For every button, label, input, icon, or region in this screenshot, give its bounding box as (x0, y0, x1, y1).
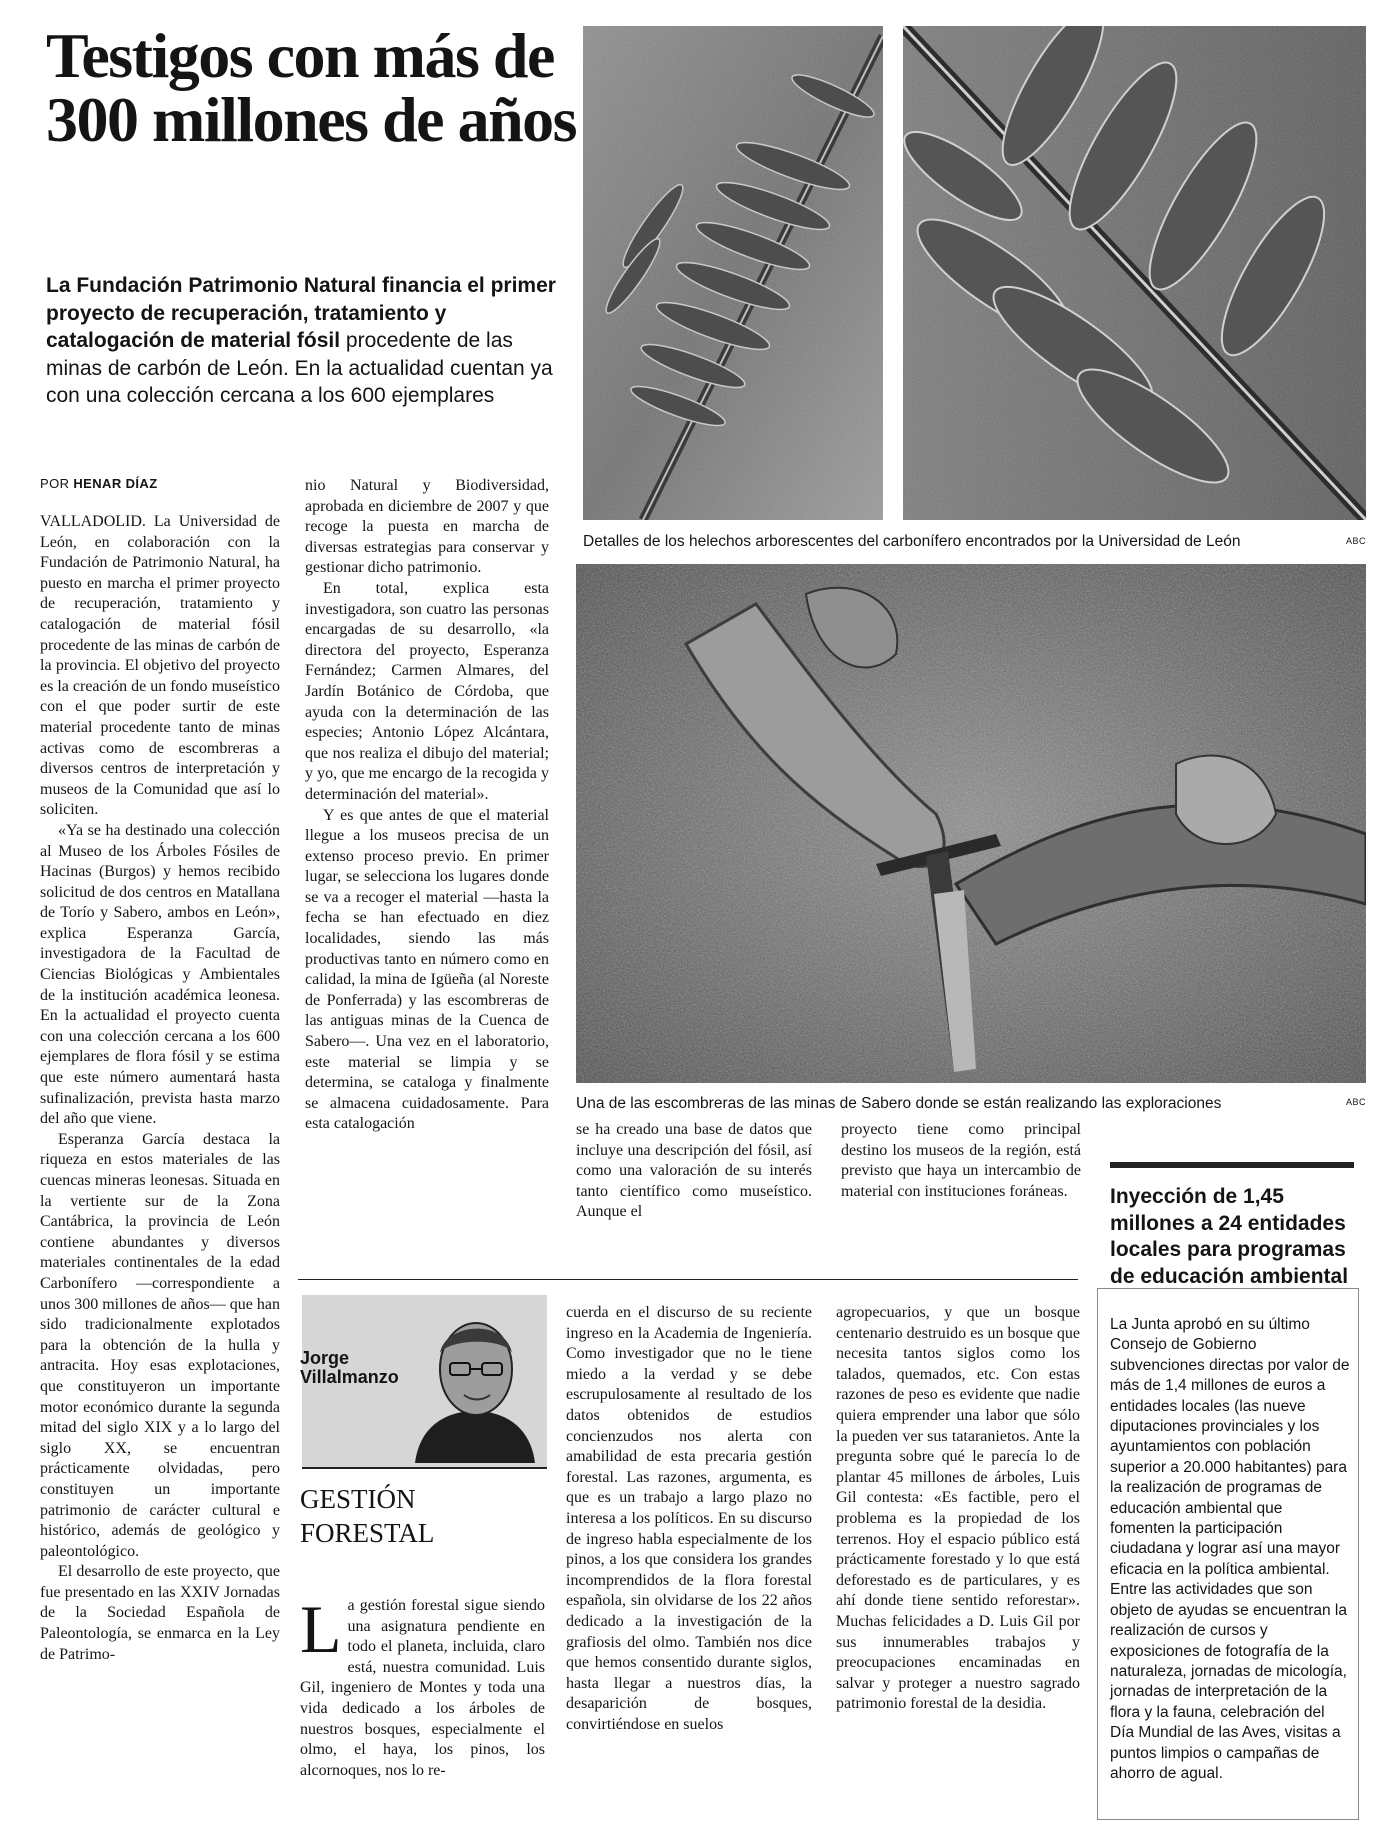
sidebar-text: La Junta aprobó en su último Consejo de Gobierno subvenciones directas por valor de más de 1,4 millones de euros a entidades locales (las nueve diputaciones provinciales y los ayuntamientos con población superior a 20.000 habitantes) para la realización de programas de educación ambiental que fomenten la participación ciudadana y lograr así una mayor eficacia en la política ambiental. Entre las actividades que son objeto de ayudas se encuentran la realización de cursos y exposiciones de fotografía de la naturaleza, jornadas de micología, jornadas de interpretación de la flora y la fauna, celebración del Día Mundial de las Aves, visitas a puntos limpios o campañas de ahorro de agual. (1110, 1316, 1350, 1782)
article-paragraph: VALLADOLID. La Universidad de León, en colaboración con la Fundación de Patrimonio Natural, ha puesto en marcha el primer proyecto de recuperación, tratamiento y catalogación de material fósil procedente de las minas de carbón de la provincia. El objetivo del proyecto es la creación de un fondo museístico con el que poder surtir de este material procedente tanto de minas activas como de escombreras a diversos centros de interpretación y museos de la Comunidad que así lo soliciten. (40, 513, 280, 819)
opinion-paragraph: agropecuarios, y que un bosque centenario destruido es un bosque que necesita tantos siglos como los talados, quemados, etc. Con estas razones de peso es evidente que nadie quiera emprender una labor que sólo la pueden ver sus tataranietos. Ante la pregunta sobre qué le parecía lo de plantar 45 millones de árboles, Luis Gil contesta: «Es factible, pero el problema es la propiedad de los terrenos. Hoy el espacio público está prácticamente forestado y lo que está deforestado es de particulares, y es ahí donde tiene sentido reforestar». Muchas felicidades a D. Luis Gil por sus innumerables trabajos y preocupaciones encaminadas en salvar y proteger a nuestro sagrado patrimonio forestal de la desidia. (836, 1304, 1080, 1713)
byline-prefix: POR (40, 476, 70, 491)
drop-cap: L (300, 1591, 342, 1667)
article-paragraph: «Ya se ha destinado una colección al Museo de los Árboles Fósiles de Hacinas (Burgos) y hemos recibido solicitud de dos centros en Matallana de Torío y Sabero, ambos en León», explica Esperanza García, investigadora de la Facultad de Ciencias Biológicas y Ambientales de la institución académica leonesa. En la actualidad el proyecto cuenta con una colección cercana a los 600 ejemplares de flora fósil y se estima que este número aumentará hasta sufinalización, prevista hasta marzo del año que viene. (40, 821, 280, 1128)
author-last-name: Villalmanzo (300, 1367, 399, 1387)
article-column-3 (576, 1120, 812, 1223)
lead-bold: La Fundación Patrimonio Natural financia el primer proyecto de recuperación, tratamiento y catalogación de material fósil (46, 274, 556, 352)
article-paragraph: Esperanza García destaca la riqueza en estos materiales de las cuencas mineras leonesas. Situada en la vertiente sur de la Zona Cantábrica, la provincia de León contiene abundantes y diversos materiales continentales de la edad Carbonífero —correspondiente a unos 300 millones de años— que han sido tradicionalmente explotados para la obtención de la hulla y antracita. Hoy esas explotaciones, que constituyeron un importante motor económico durante la segunda mitad del siglo XIX y a lo largo del siglo XX, se encuentran prácticamente olvidadas, pero constituyen un importante patrimonio de carácter cultural e histórico, además de geológico y paleontológico. (40, 1130, 280, 1560)
opinion-column-2 (566, 1303, 812, 1735)
opinion-section-title (300, 1482, 434, 1550)
photo-credit-top: ABC (1346, 536, 1367, 546)
sabero-scree-photo (576, 564, 1366, 1083)
article-column-4 (841, 1120, 1081, 1202)
byline (40, 476, 158, 491)
byline-author: HENAR DÍAZ (73, 476, 158, 491)
article-headline: Testigos con más de 300 millones de años (46, 20, 577, 155)
lead-rest: procedente de las minas de carbón de León. En la actualidad cuentan ya con una colección cercana a los 600 ejemplares (46, 329, 553, 407)
section-title-line2: FORESTAL (300, 1518, 435, 1548)
fern-fossil-photo-left (583, 26, 883, 520)
photo-credit-bottom: ABC (1346, 1097, 1367, 1107)
article-paragraph: Y es que antes de que el material llegue a los museos precisa de un extenso proceso previo. En primer lugar, se selecciona los lugares donde se va a recoger el material —hasta la fecha se han efectuado en diez localidades, siendo las más productivas tanto en número como en calidad, la mina de Igüeña (al Noreste de Ponferrada) y las escombreras de las antiguas minas de la Cuenca de Sabero—. Una vez en el laboratorio, este material se limpia y se determina, se cataloga y finalmente se almacena cuidadosamente. Para esta catalogación (305, 806, 549, 1133)
section-title-line1: GESTIÓN (300, 1484, 416, 1514)
article-paragraph: En total, explica esta investigadora, son cuatro las personas encargadas de su desarrollo, «la directora del proyecto, Esperanza Fernández; Carmen Almares, del Jardín Botánico de Córdoba, que ayuda con la determinación de las especies; Antonio López Alcántara, que nos realiza el dibujo del material; y yo, que me encargo de la recogida y determinación del material». (305, 579, 549, 803)
article-paragraph: El desarrollo de este proyecto, que fue presentado en las XXIV Jornadas de la Sociedad Española de Paleontología, se enmarca en la Ley de Patrimo- (40, 1563, 280, 1663)
sidebar-headline: Inyección de 1,45 millones a 24 entidades locales para programas de educación ambiental (1110, 1185, 1349, 1288)
article-column-2 (305, 476, 549, 1135)
opinion-column-1 (300, 1591, 545, 1781)
author-first-name: Jorge (300, 1348, 350, 1368)
article-lead (46, 272, 566, 410)
author-portrait (410, 1303, 540, 1463)
article-paragraph: proyecto tiene como principal destino los museos de la región, está previsto que haya un intercambio de material con instituciones foráneas. (841, 1121, 1081, 1200)
article-paragraph: se ha creado una base de datos que incluye una descripción del fósil, así como una valoración de su interés tanto científico como museístico. Aunque el (576, 1121, 812, 1221)
fern-fossil-photo-right (903, 26, 1366, 520)
opinion-author-name (300, 1349, 399, 1387)
opinion-text: a gestión forestal sigue siendo una asignatura pendiente en todo el planeta, incluida, claro está, nuestra comunidad. Luis Gil, ingeniero de Montes y toda una vida dedicado a los árboles de nuestros bosques, especialmente el olmo, el haya, los pinos, los alcornoques, nos lo re- (300, 1597, 545, 1779)
opinion-paragraph: cuerda en el discurso de su reciente ingreso en la Academia de Ingeniería. Como investigador que no le tiene miedo a la verdad y se debe escrupulosamente al resultado de los datos obtenidos de estudios concienzudos nos alerta con amabilidad de esta precaria gestión forestal. Las razones, argumenta, es que es un trabajo a largo plazo no interesa a los políticos. En su discurso de ingreso habla especialmente de los pinos, a los que considera los grandes incomprendidos de la flora forestal española, sin olvidarse de los 22 años dedicado a la investigación de la grafiosis del olmo. También nos dice que hemos consentido durante siglos, hasta llegar a nuestros días, la desaparición de bosques, convirtiéndose en suelos (566, 1304, 812, 1733)
opinion-top-rule (298, 1279, 1078, 1280)
opinion-column-3 (836, 1303, 1080, 1715)
photo-caption-top: Detalles de los helechos arborescentes del carbonífero encontrados por la Universidad de León (583, 533, 1241, 550)
author-box-rule (302, 1467, 547, 1469)
article-column-1 (40, 512, 280, 1665)
article-paragraph: nio Natural y Biodiversidad, aprobada en diciembre de 2007 y que recoge la puesta en marcha de diversas estrategias para conservar y gestionar dicho patrimonio. (305, 477, 549, 577)
sidebar-top-rule (1110, 1162, 1354, 1168)
photo-caption-bottom: Una de las escombreras de las minas de Sabero donde se están realizando las exploraciones (576, 1095, 1222, 1112)
